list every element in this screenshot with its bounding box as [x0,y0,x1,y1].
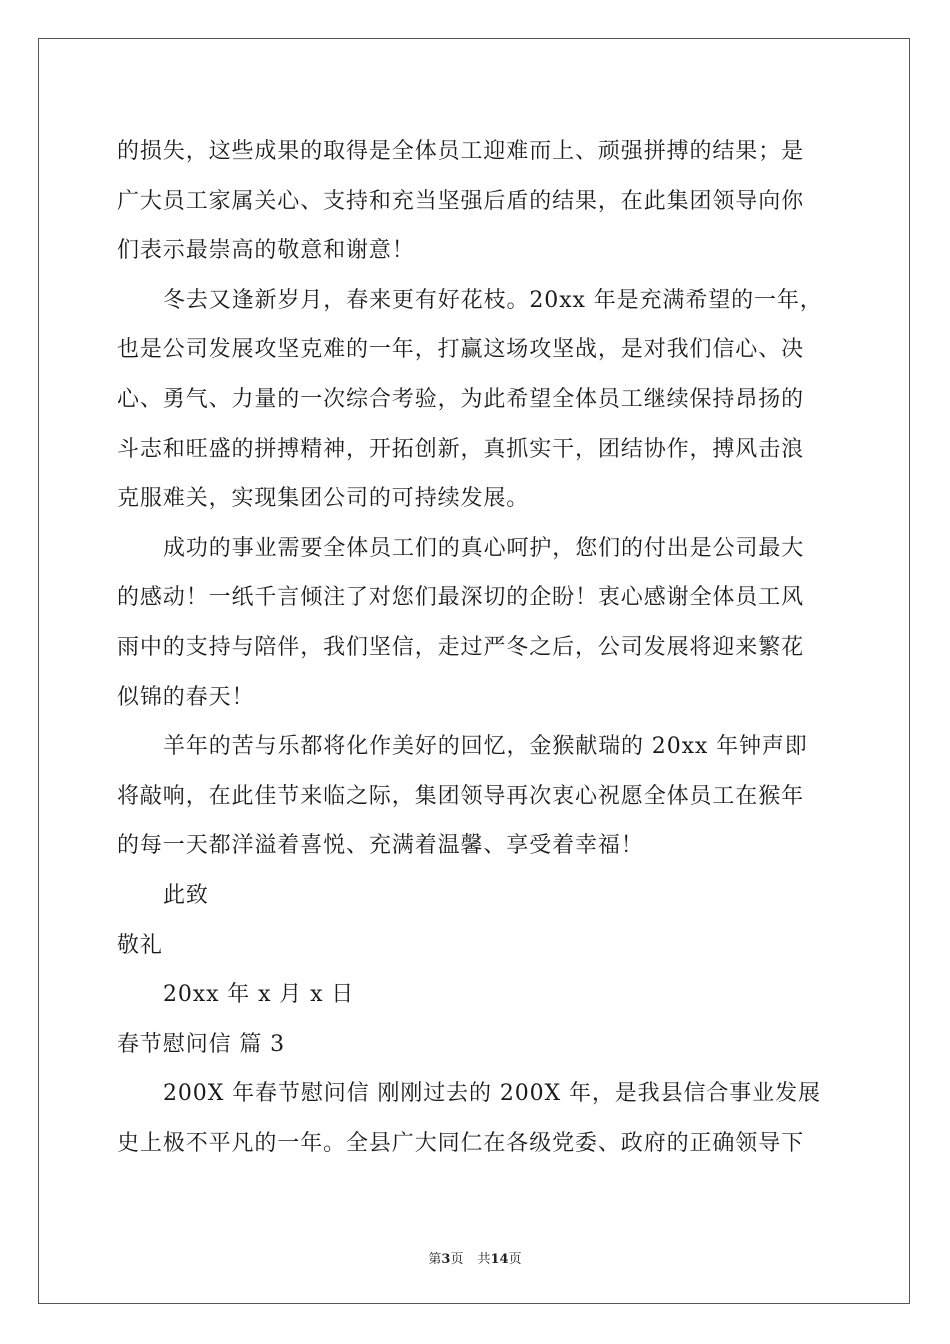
text-line: 冬去又逢新岁月，春来更有好花枝。20xx 年是充满希望的一年， [163,287,823,313]
text-line: 雨中的支持与陪伴，我们坚信，走过严冬之后，公司发展将迎来繁花 [117,634,805,660]
page-suffix: 页 [450,1252,464,1267]
text-line: 将敲响，在此佳节来临之际，集团领导再次衷心祝愿全体员工在猴年 [117,783,805,809]
text-line: 们表示最崇高的敬意和谢意！ [117,238,415,264]
page-number: 3 [441,1252,451,1267]
page-footer [0,1248,950,1267]
text-line: 斗志和旺盛的拼搏精神，开拓创新，真抓实干，团结协作，搏风击浪 [117,436,805,462]
closing-regards: 敬礼 [117,932,163,958]
text-line: 似锦的春天！ [117,684,255,710]
total-suffix: 页 [508,1252,522,1267]
text-line: 的感动！一纸千言倾注了对您们最深切的企盼！衷心感谢全体员工风 [117,585,805,611]
document-body [117,127,837,1168]
text-line: 成功的事业需要全体员工们的真心呵护，您们的付出是公司最大 [163,535,805,561]
text-line: 克服难关，实现集团公司的可持续发展。 [117,486,530,512]
closing-salutation: 此致 [163,882,209,908]
text-line: 广大员工家属关心、支持和充当坚强后盾的结果，在此集团领导向你 [117,188,805,214]
text-line: 的损失，这些成果的取得是全体员工迎难而上、顽强拼搏的结果；是 [117,139,805,164]
total-prefix: 共 [477,1252,491,1267]
page-total: 14 [490,1252,509,1267]
page-prefix: 第 [428,1252,442,1267]
text-line: 羊年的苦与乐都将化作美好的回忆，金猴献瑞的 20xx 年钟声即 [163,734,808,760]
text-line: 也是公司发展攻坚克难的一年，打赢这场攻坚战，是对我们信心、决 [117,337,805,363]
text-line: 的每一天都洋溢着喜悦、充满着温馨、享受着幸福！ [117,833,644,859]
text-line: 史上极不平凡的一年。全县广大同仁在各级党委、政府的正确领导下 [117,1130,805,1156]
text-line: 心、勇气、力量的一次综合考验，为此希望全体员工继续保持昂扬的 [117,386,805,412]
letter-date: 20xx 年 x 月 x 日 [163,982,355,1008]
text-line: 200X 年春节慰问信 刚刚过去的 200X 年，是我县信合事业发展 [163,1081,821,1107]
section-heading: 春节慰问信 篇 3 [117,1031,286,1057]
